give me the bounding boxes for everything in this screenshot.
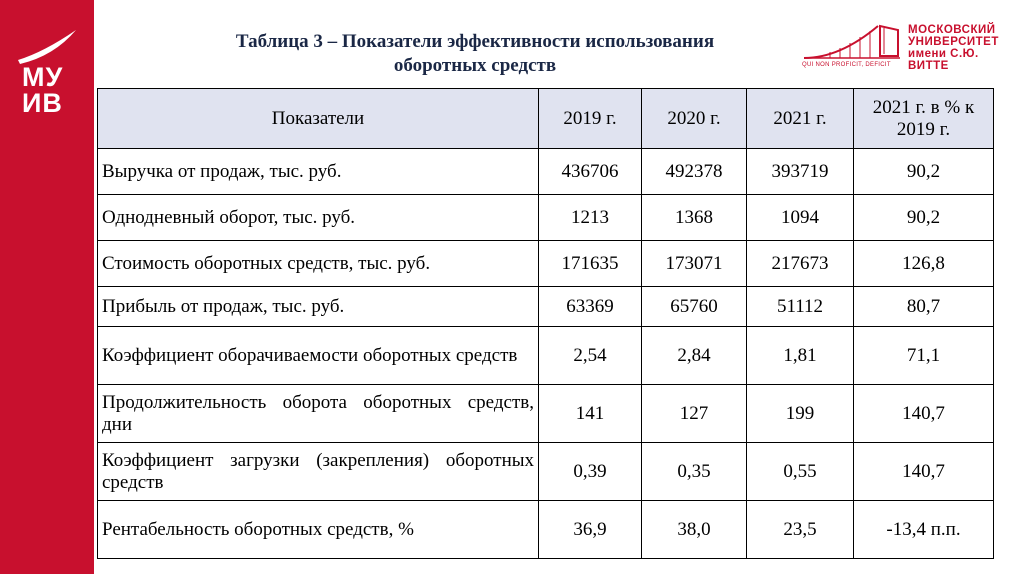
cell-2019: 36,9 xyxy=(539,501,642,559)
cell-2021: 1,81 xyxy=(747,327,854,385)
header-2021: 2021 г. xyxy=(747,89,854,149)
bridge-book-icon xyxy=(800,18,904,68)
row-label: Прибыль от продаж, тыс. руб. xyxy=(98,287,539,327)
cell-2021: 51112 xyxy=(747,287,854,327)
header-2020: 2020 г. xyxy=(642,89,747,149)
table-row xyxy=(98,149,994,195)
header-2019: 2019 г. xyxy=(539,89,642,149)
table-row xyxy=(98,385,994,443)
cell-2020: 38,0 xyxy=(642,501,747,559)
cell-2019: 2,54 xyxy=(539,327,642,385)
cell-percent: 90,2 xyxy=(854,195,994,241)
cell-2019: 436706 xyxy=(539,149,642,195)
cell-2020: 173071 xyxy=(642,241,747,287)
cell-2021: 393719 xyxy=(747,149,854,195)
logo-name-line-3: имени С.Ю. ВИТТЕ xyxy=(908,48,979,72)
row-label: Стоимость оборотных средств, тыс. руб. xyxy=(98,241,539,287)
cell-percent: 80,7 xyxy=(854,287,994,327)
logo-line-2: ИВ xyxy=(22,88,63,118)
title-line-2: оборотных средств xyxy=(393,55,557,76)
row-label: Коэффициент загрузки (закрепления) оборотных средств xyxy=(98,443,539,501)
cell-2019: 171635 xyxy=(539,241,642,287)
cell-2019: 0,39 xyxy=(539,443,642,501)
logo-name-line-2: УНИВЕРСИТЕТ xyxy=(908,36,999,48)
cell-percent: 140,7 xyxy=(854,385,994,443)
table-row xyxy=(98,443,994,501)
logo-name-line-1: МОСКОВСКИЙ xyxy=(908,24,996,36)
table-row xyxy=(98,287,994,327)
title-line-1: Таблица 3 – Показатели эффективности использования xyxy=(235,31,715,52)
cell-percent: -13,4 п.п. xyxy=(854,501,994,559)
table-row xyxy=(98,327,994,385)
cell-2019: 63369 xyxy=(539,287,642,327)
cell-percent: 140,7 xyxy=(854,443,994,501)
cell-2021: 217673 xyxy=(747,241,854,287)
row-label: Выручка от продаж, тыс. руб. xyxy=(98,149,539,195)
efficiency-table xyxy=(97,88,994,559)
logo-line-1: МУ xyxy=(22,62,64,92)
cell-2020: 2,84 xyxy=(642,327,747,385)
cell-2020: 65760 xyxy=(642,287,747,327)
table-row xyxy=(98,501,994,559)
logo-motto: QUI NON PROFICIT, DEFICIT xyxy=(802,62,891,68)
cell-percent: 90,2 xyxy=(854,149,994,195)
cell-2019: 141 xyxy=(539,385,642,443)
table-row xyxy=(98,195,994,241)
page-title xyxy=(150,30,800,78)
cell-2021: 23,5 xyxy=(747,501,854,559)
muiv-logo-text xyxy=(22,64,63,116)
cell-2020: 492378 xyxy=(642,149,747,195)
cell-percent: 126,8 xyxy=(854,241,994,287)
university-logo xyxy=(800,18,1015,74)
row-label: Рентабельность оборотных средств, % xyxy=(98,501,539,559)
row-label: Коэффициент оборачиваемости оборотных средств xyxy=(98,327,539,385)
cell-2021: 1094 xyxy=(747,195,854,241)
header-2021-vs-2019: 2021 г. в % к 2019 г. xyxy=(854,89,994,149)
cell-2020: 127 xyxy=(642,385,747,443)
row-label: Однодневный оборот, тыс. руб. xyxy=(98,195,539,241)
cell-2021: 0,55 xyxy=(747,443,854,501)
logo-name xyxy=(908,24,1015,72)
cell-percent: 71,1 xyxy=(854,327,994,385)
cell-2020: 0,35 xyxy=(642,443,747,501)
table-row xyxy=(98,241,994,287)
row-label: Продолжительность оборота оборотных средств, дни xyxy=(98,385,539,443)
header-indicators: Показатели xyxy=(98,89,539,149)
cell-2020: 1368 xyxy=(642,195,747,241)
cell-2019: 1213 xyxy=(539,195,642,241)
sidebar xyxy=(0,0,94,574)
cell-2021: 199 xyxy=(747,385,854,443)
swoosh-icon xyxy=(14,26,80,66)
table-header-row xyxy=(98,89,994,149)
